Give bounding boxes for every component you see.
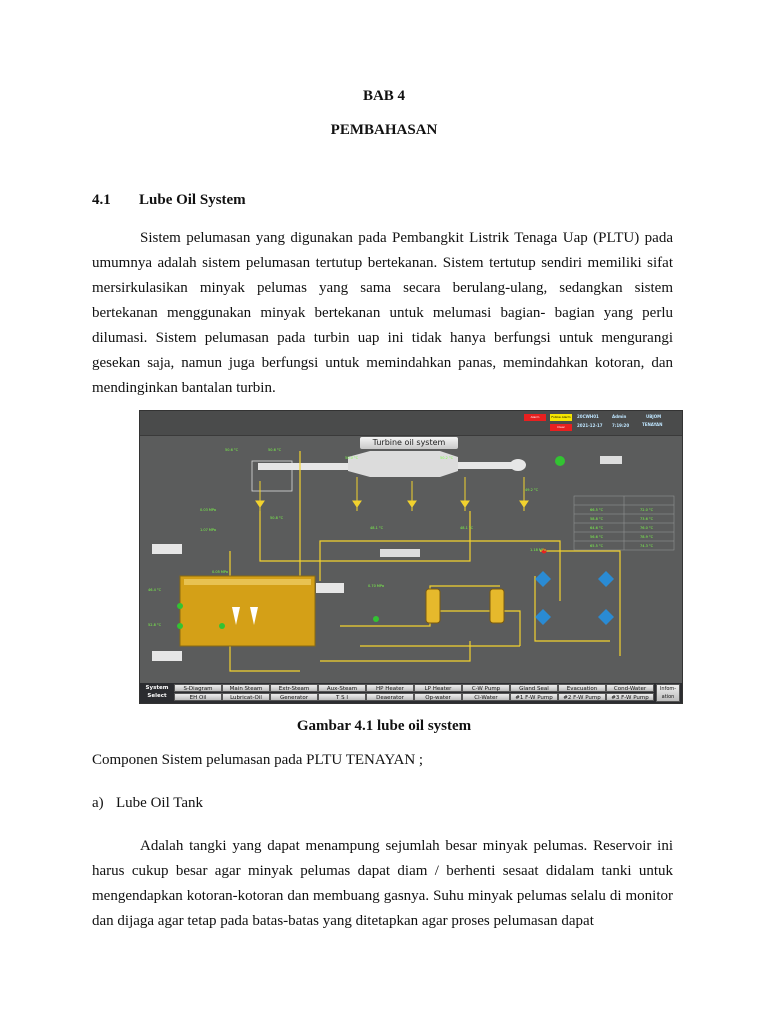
section-title: Lube Oil System — [139, 192, 246, 208]
svg-text:72.0 °C: 72.0 °C — [640, 508, 654, 512]
oil-cooler-2 — [490, 589, 504, 623]
svg-text:50.6 °C: 50.6 °C — [225, 448, 239, 452]
list-item-lube-oil-tank — [92, 795, 203, 812]
nav-button-eh-oil[interactable]: EH Oil — [174, 693, 222, 701]
svg-text:1.18 MPa: 1.18 MPa — [530, 548, 547, 552]
high-pressure-cylinder — [258, 463, 348, 470]
filter-1 — [535, 571, 551, 587]
svg-text:48.1 °C: 48.1 °C — [460, 526, 474, 530]
nav-button-cond-water[interactable]: Cond-Water — [606, 684, 654, 692]
plant-name-2: TENAYAN — [642, 422, 663, 427]
user-name: Admin — [612, 414, 627, 419]
list-item-label: Lube Oil Tank — [116, 795, 203, 811]
section-number: 4.1 — [92, 192, 111, 208]
low-pressure-cylinder — [348, 451, 458, 477]
nav-button-extr-steam[interactable]: Extr-Steam — [270, 684, 318, 692]
svg-text:50.0 °C: 50.0 °C — [345, 456, 359, 460]
nav-button-1-f-w-pump[interactable]: #1 F-W Pump — [510, 693, 558, 701]
svg-text:73.6 °C: 73.6 °C — [640, 517, 654, 521]
nav-button-3-f-w-pump[interactable]: #3 F-W Pump — [606, 693, 654, 701]
plant-name: UBJOM — [646, 414, 662, 419]
svg-text:65.5 °C: 65.5 °C — [590, 544, 604, 548]
svg-text:74.3 °C: 74.3 °C — [640, 544, 654, 548]
system-select-bar — [140, 683, 682, 703]
nav-button-lp-heater[interactable]: LP Heater — [414, 684, 462, 692]
time-readout: 7:19:20 — [612, 423, 630, 428]
diagram-title: Turbine oil system — [360, 437, 458, 449]
svg-text:76.0 °C: 76.0 °C — [640, 526, 654, 530]
generator-end — [510, 459, 526, 471]
nav-button-generator[interactable]: Generator — [270, 693, 318, 701]
svg-text:50.6 °C: 50.6 °C — [268, 448, 282, 452]
svg-text:78.9 °C: 78.9 °C — [640, 535, 654, 539]
section-heading — [92, 192, 246, 209]
station-code: 20CWH01 — [577, 414, 599, 419]
nav-button-c-w-pump[interactable]: C-W Pump — [462, 684, 510, 692]
svg-text:1.07 MPa: 1.07 MPa — [200, 528, 217, 532]
alarm-indicator: Alarm — [524, 414, 546, 421]
process-schematic — [140, 411, 682, 703]
svg-text:52.8 °C: 52.8 °C — [148, 623, 162, 627]
clear-indicator: Clear — [550, 424, 572, 431]
valve-icon — [373, 616, 379, 622]
oil-cooler-1 — [426, 589, 440, 623]
svg-text:58.8 °C: 58.8 °C — [590, 517, 604, 521]
filter-4 — [598, 609, 614, 625]
lubricating-oil-tank — [180, 576, 315, 646]
filter-3 — [535, 609, 551, 625]
nav-button-lubricat-oil[interactable]: Lubricat-Oil — [222, 693, 270, 701]
nav-button-t-s-i[interactable]: T S I — [318, 693, 366, 701]
system-select-label: System Select — [145, 685, 169, 699]
chapter-number: BAB 4 — [362, 88, 406, 104]
svg-text:0.03 MPa: 0.03 MPa — [200, 508, 217, 512]
lube-oil-system-diagram — [139, 410, 683, 704]
svg-text:50.2 °C: 50.2 °C — [440, 456, 454, 460]
svg-text:64.6 °C: 64.6 °C — [590, 526, 604, 530]
pump-icon — [219, 623, 225, 629]
pump-icon — [177, 623, 183, 629]
body-paragraph-2: Adalah tangki yang dapat menampung sejumlah besar minyak pelumas. Reservoir ini harus cukup besar agar minyak pelumas dapat diam / berhenti sesaat didalam tanki untuk mengendapkan kotoran-kotoran dan membuang gasnya. Suhu minyak pelumas selalu di monitor dan dijaga agar tetap pada batas-batas yang ditetapkan agar proses pelumasan dapat — [92, 838, 673, 929]
follow-alarm-indicator: Follow Alarm — [551, 415, 571, 419]
nav-button-aux-steam[interactable]: Aux-Steam — [318, 684, 366, 692]
motor-icon — [555, 456, 565, 466]
svg-text:56.6 °C: 56.6 °C — [590, 535, 604, 539]
chapter-title: PEMBAHASAN — [330, 122, 438, 138]
svg-text:48.1 °C: 48.1 °C — [370, 526, 384, 530]
nav-button-cl-water[interactable]: Cl-Water — [462, 693, 510, 701]
nav-button-hp-heater[interactable]: HP Heater — [366, 684, 414, 692]
svg-text:50.8 °C: 50.8 °C — [270, 516, 284, 520]
date-readout: 2021-12-17 — [577, 423, 603, 428]
jacking-box — [600, 456, 622, 464]
filter-2 — [598, 571, 614, 587]
pump-icon — [177, 603, 183, 609]
information-button[interactable]: Infom-ation — [656, 684, 680, 702]
nav-button-s-diagram[interactable]: S-Diagram — [174, 684, 222, 692]
svg-text:66.5 °C: 66.5 °C — [590, 508, 604, 512]
nav-button-evacuation[interactable]: Evacuation — [558, 684, 606, 692]
svg-text:0.05 MPa: 0.05 MPa — [212, 570, 229, 574]
figure-caption: Gambar 4.1 lube oil system — [296, 718, 472, 734]
nav-button-gland-seal[interactable]: Gland Seal — [510, 684, 558, 692]
svg-text:0.70 MPa: 0.70 MPa — [368, 584, 385, 588]
nav-button-deaerator[interactable]: Deaerator — [366, 693, 414, 701]
components-intro: Componen Sistem pelumasan pada PLTU TENAYAN ; — [92, 752, 424, 768]
generator-shaft — [458, 462, 513, 469]
nav-button-main-steam[interactable]: Main Steam — [222, 684, 270, 692]
list-marker: a) — [92, 795, 104, 811]
svg-text:46.4 °C: 46.4 °C — [148, 588, 162, 592]
nav-button-op-water[interactable]: Op-water — [414, 693, 462, 701]
svg-text:49.2 °C: 49.2 °C — [525, 488, 539, 492]
nav-button-2-f-w-pump[interactable]: #2 F-W Pump — [558, 693, 606, 701]
body-paragraph-1: Sistem pelumasan yang digunakan pada Pembangkit Listrik Tenaga Uap (PLTU) pada umumnya adalah sistem pelumasan tertutup bertekanan. Sistem tertutup sendiri memiliki sifat mersirkulasikan minyak pelumas yang sama secara berulang-ulang, sedangkan sistem bertekanan menggunakan minyak bertekanan untuk melumasi bagian- bagian yang perlu dilumasi. Sistem pelumasan pada turbin uap ini tidak hanya berfungsi untuk mengurangi gesekan saja, namun juga berfungsi untuk memindahkan panas, memindahkan kotoran, dan mendinginkan bantalan turbin. — [92, 230, 673, 396]
